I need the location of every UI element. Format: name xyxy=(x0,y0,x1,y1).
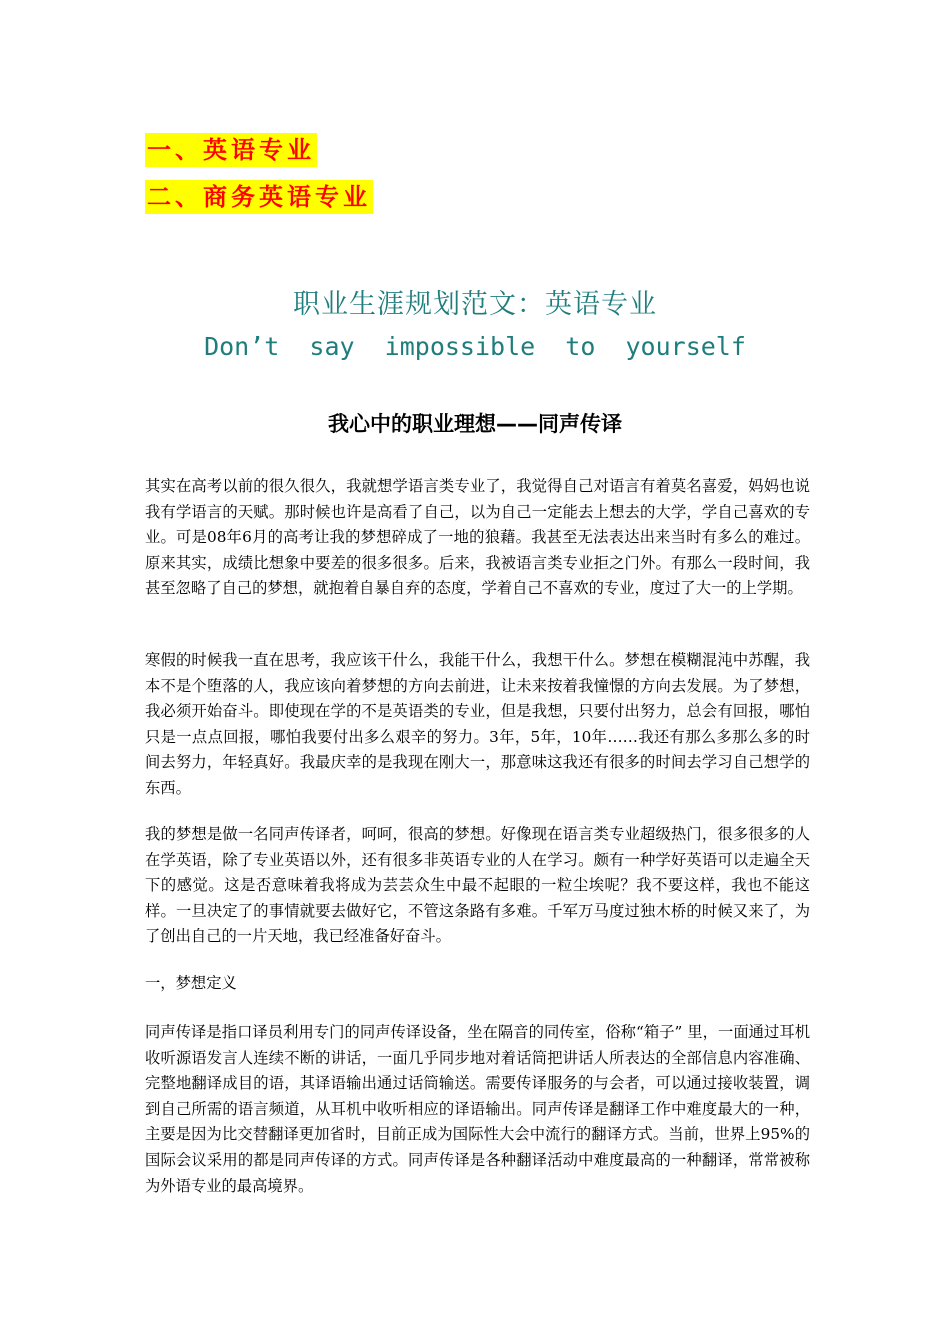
subheading-dream-definition: 一，梦想定义 xyxy=(145,974,237,992)
document-subtitle: Don’t say impossible to yourself xyxy=(204,332,746,361)
paragraph-3: 我的梦想是做一名同声传译者，呵呵，很高的梦想。好像现在语言类专业超级热门，很多很多的人在学英语，除了专业英语以外，还有很多非英语专业的人在学习。颇有一种学好英语可以走遍全天下的感觉。这是否意味着我将成为芸芸众生中最不起眼的一粒尘埃呢？我不要这样，我也不能这样。一旦决定了的事情就要去做好它，不管这条路有多难。千军万马度过独木桥的时候又来了，为了创出自己的一片天地，我已经准备好奋斗。 xyxy=(145,825,810,946)
paragraph-5: 同声传译是指口译员利用专门的同声传译设备，坐在隔音的同传室，俗称“箱子” 里，一面通过耳机收听源语发言人连续不断的讲话，一面几乎同步地对着话筒把讲话人所表达的全部信息内容准确、完整地翻译成目的语，其译语输出通过话筒输送。需要传译服务的与会者，可以通过接收装置，调到自己所需的语言频道，从耳机中收听相应的译语输出。同声传译是翻译工作中难度最大的一种，主要是因为比交替翻译更加省时，目前正成为国际性大会中流行的翻译方式。当前，世界上95%的国际会议采用的都是同声传译的方式。同声传译是各种翻译活动中难度最高的一种翻译，常常被称为外语专业的最高境界。 xyxy=(145,1023,810,1195)
section-heading: 我心中的职业理想——同声传译 xyxy=(328,412,622,436)
table-of-contents xyxy=(145,133,373,227)
toc-item-english-major: 一、英语专业 xyxy=(145,133,317,167)
paragraph-1: 其实在高考以前的很久很久，我就想学语言类专业了，我觉得自己对语言有着莫名喜爱，妈妈也说我有学语言的天赋。那时候也许是高看了自己，以为自己一定能去上想去的大学，学自己喜欢的专业。可是08年6月的高考让我的梦想碎成了一地的狼藉。我甚至无法表达出来当时有多么的难过。原来其实，成绩比想象中要差的很多很多。后来，我被语言类专业拒之门外。有那么一段时间，我甚至忽略了自己的梦想，就抱着自暴自弃的态度，学着自己不喜欢的专业，度过了大一的上学期。 xyxy=(145,477,810,598)
paragraph-2: 寒假的时候我一直在思考，我应该干什么，我能干什么，我想干什么。梦想在模糊混沌中苏醒，我本不是个堕落的人，我应该向着梦想的方向去前进，让未来按着我憧憬的方向去发展。为了梦想，我必须开始奋斗。即使现在学的不是英语类的专业，但是我想，只要付出努力，总会有回报，哪怕只是一点点回报，哪怕我要付出多么艰辛的努力。3年，5年，10年……我还有那么多那么多的时间去努力，年轻真好。我最庆幸的是我现在刚大一，那意味这我还有很多的时间去学习自己想学的东西。 xyxy=(145,651,810,797)
document-title: 职业生涯规划范文：英语专业 xyxy=(293,289,657,320)
toc-item-business-english-major: 二、商务英语专业 xyxy=(145,180,373,214)
